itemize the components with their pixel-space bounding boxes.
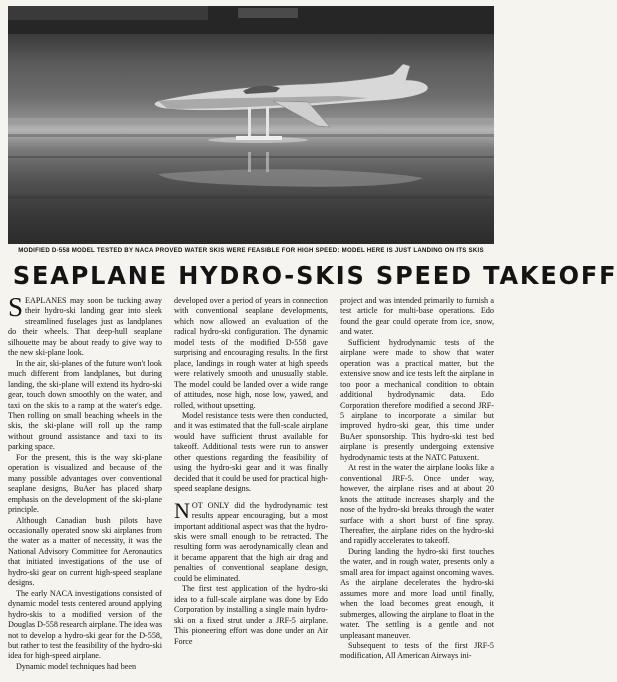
lead-in: EAPLANES: [25, 296, 67, 305]
paragraph: Sufficient hydrodynamic tests of the airplane were made to show that water operation was a practical matter, but the extensive snow and ice tests left the airplane in too poor a mechanical condition to obtain additional hydrodynamic data. Edo Corporation therefore modified a second JRF-5 airplane to incorporate a similar but improved hydro-ski gear, this time under BuAer sponsorship. This hydro-ski test bed airplane is presently undergoing extensive hydrodynamic tests at the NATC Patuxent.: [340, 337, 494, 462]
seaplane-model-photo: [8, 6, 494, 244]
paragraph: For the present, this is the way ski-plane operation is visualized and because of the many possible advantages over conventional seaplane designs, BuAer has placed sharp emphasis on the development of the ski-plane principle.: [8, 452, 162, 515]
article-column-2: [174, 296, 328, 680]
lead-in: OT ONLY: [191, 500, 230, 510]
paragraph-text: may soon be tucking away their hydro-ski landing gear into sleek streamlined fuselages just as landplanes do their wheels. That deep-hull seaplane silhouette may be about ready to give way to the new ski-plane look.: [8, 296, 162, 358]
paragraph: Model resistance tests were then conducted, and it was estimated that the full-scale airplane would have sufficient thrust available for takeoff. Additional tests were run to answer other questions regarding the feasibility of using the hydro-ski gear and it was finally decided that it could be used for practical high-speed seaplane designs.: [174, 410, 328, 494]
photo-caption: MODIFIED D-558 MODEL TESTED BY NACA PROVED WATER SKIS WERE FEASIBLE FOR HIGH SPEED: MODEL HERE IS JUST LANDING ON ITS SKIS: [18, 247, 484, 254]
drop-cap: N: [174, 497, 190, 523]
paragraph: [8, 292, 162, 359]
article-column-1: [8, 292, 162, 680]
photo-illustration: [8, 6, 494, 244]
article-headline: SEAPLANE HYDRO-SKIS SPEED TAKEOFF: [12, 261, 617, 290]
paragraph: [174, 497, 328, 585]
article-body: [8, 292, 494, 680]
paragraph: At rest in the water the airplane looks like a conventional JRF-5. Once under way, however, the airplane rises and at about 20 knots the attitude increases sharply and the nose of the hydro-ski breaks through the water surface with a short burst of fine spray. Thereafter, the airplane rides on the hydro-ski and rapidly accelerates to takeoff.: [340, 463, 494, 546]
paragraph: The first test application of the hydro-ski idea to a full-scale airplane was done by Edo Corporation by installing a single main hydro-ski on a fixed strut under a JRF-5 airplane. This pioneering effort was done under an Air Force: [174, 584, 328, 646]
paragraph-text: did the hydrodynamic test results appear encouraging, but a most important additional aspect was that the hydro-skis were small enough to be retracted. The resulting form was aerodynamically clean and it became apparent that the high air drag and penalties of conventional seaplane design, could be eliminated.: [174, 500, 328, 583]
paragraph: Subsequent to tests of the first JRF-5 modification, All American Airways ini-: [340, 640, 494, 661]
paragraph: The early NACA investigations consisted of dynamic model tests centered around applying hydro-skis to a modified version of the Douglas D-558 research airplane. The idea was not to develop a hydro-ski gear for the D-558, but rather to test the feasibility of the hydro-ski idea for high-speed airplane.: [8, 588, 162, 661]
paragraph: Dynamic model techniques had been: [16, 661, 137, 671]
paragraph: project and was intended primarily to furnish a test article for multi-base operations. Edo found the gear could operate from ice, snow, and water.: [340, 296, 494, 337]
paragraph: In the air, ski-planes of the future won't look much different from landplanes, but during landing, the ski-plane will extend its hydro-ski gear, touch down smoothly on the water, and taxi on the skis to a ramp at the water's edge. Then rolling on small beaching wheels in the skis, the ski-plane will roll up the ramp without ground assistance and taxi to its parking space.: [8, 358, 162, 452]
article-column-3: [340, 296, 494, 680]
drop-cap: S: [8, 292, 24, 322]
paragraph: During landing the hydro-ski first touches the water, and in rough water, presents only a small area for impact against oncoming waves. As the airplane decelerates the hydro-ski assumes more and more load until finally, when the load becomes great enough, it submerges, allowing the airplane to float in the water. The settling is a gentle and not unpleasant maneuver.: [340, 546, 494, 640]
paragraph: Although Canadian bush pilots have occasionally operated snow ski airplanes from the water as a matter of necessity, it was the National Advisory Committee for Aeronautics that initiated investigations of the use of hydro-ski gear on current high-speed seaplane designs.: [8, 515, 162, 588]
paragraph: developed over a period of years in connection with conventional seaplane developments, which now allowed an evaluation of the radical hydro-ski configuration. The dynamic model tests of the modified D-558 gave surprising and encouraging results. In the first place, landings in rough water at high speeds were relatively smooth and unusually stable. The model could be landed over a wide range of attitudes, nose high, nose low, yawed, and rolled, without upsetting.: [174, 296, 328, 410]
